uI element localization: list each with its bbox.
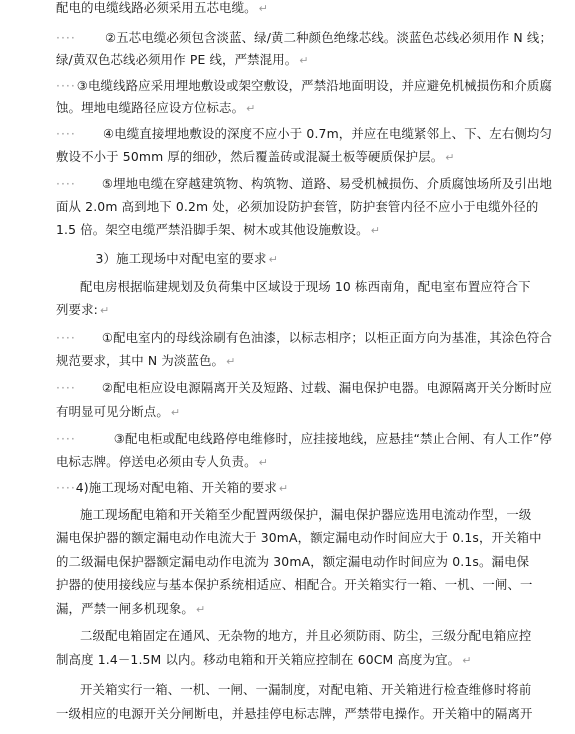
text-line: 护器的使用接线应与基本保护系统相适应、相配合。开关箱实行一箱、一机、一闸、一 [56, 577, 533, 592]
section-heading: ····4)施工现场对配电箱、开关箱的要求 ↵ [56, 480, 289, 495]
leader-dots: ···· [56, 126, 76, 141]
text-line: ···· ③配电柜或配电线路停电维修时，应挂接地线，应悬挂“禁止合闸、有人工作”停 [56, 431, 552, 446]
paragraph-mark-icon: ↵ [445, 151, 455, 164]
text-line: 有明显可见分断点。 ↵ [56, 404, 181, 419]
text-line: ···· ①配电室内的母线涂刷有色油漆，以标志相序；以柜正面方向为基准，其涂色符合 [56, 330, 552, 345]
text-line: 面从 2.0m 高到地下 0.2m 处，必须加设防护套管，防护套管内径不应小于电缆外径的 [56, 199, 539, 214]
text-line: 配电的电缆线路必须采用五芯电缆。 ↵ [56, 0, 269, 15]
paragraph-mark-icon: ↵ [462, 654, 472, 667]
text-line: ···· ⑤埋地电缆在穿越建筑物、构筑物、道路、易受机械损伤、介质腐蚀场所及引出地 [56, 176, 552, 191]
leader-dots: ···· [56, 480, 76, 495]
text-line: 敷设不小于 50mm 厚的细砂，然后覆盖砖或混凝土板等硬质保护层。 ↵ [56, 149, 455, 164]
text-line: 开关箱实行一箱、一机、一闸、一漏制度，对配电箱、开关箱进行检查维修时将前 [80, 682, 532, 697]
paragraph-mark-icon: ↵ [278, 482, 289, 495]
text-line: 绿/黄双色芯线必须用作 PE 线，严禁混用。 ↵ [56, 52, 309, 67]
paragraph-mark-icon: ↵ [299, 54, 309, 67]
text-line: 漏，严禁一闸多机现象。 ↵ [56, 601, 206, 616]
text-line: 规范要求，其中 N 为淡蓝色。 ↵ [56, 353, 236, 368]
paragraph-mark-icon: ↵ [246, 102, 256, 115]
text-line: ···· ④电缆直接埋地敷设的深度不应小于 0.7m，并应在电缆紧邻上、下、左右侧均匀 [56, 126, 552, 141]
paragraph-mark-icon: ↵ [258, 2, 269, 15]
text-line: 1.5 倍。架空电缆严禁沿脚手架、树木或其他设施敷设。 ↵ [56, 222, 381, 237]
leader-dots: ···· [56, 30, 76, 45]
paragraph-mark-icon: ↵ [370, 224, 381, 237]
section-heading: 3）施工现场中对配电室的要求 ↵ [56, 251, 278, 268]
paragraph-mark-icon: ↵ [99, 304, 110, 317]
text-line: 一级相应的电源开关分闸断电，并悬挂停电标志牌，严禁带电操作。开关箱中的隔离开 [56, 706, 533, 721]
text-line: ···· ③电缆线路应采用埋地敷设或架空敷设，严禁沿地面明设，并应避免机械损伤和介质腐 [56, 78, 552, 93]
text-line: 二级配电箱固定在通风、无杂物的地方，并且必须防雨、防尘，三级分配电箱应控 [80, 628, 532, 643]
paragraph-mark-icon: ↵ [226, 355, 236, 368]
leader-dots: ···· [56, 431, 76, 446]
text-line: 蚀。埋地电缆路径应设方位标志。 ↵ [56, 100, 256, 115]
text-line: 施工现场配电箱和开关箱至少配置两级保护，漏电保护器应选用电流动作型，一级 [80, 507, 532, 522]
text-line: ···· ②配电柜应设电源隔离开关及短路、过载、漏电保护电器。电源隔离开关分断时应 [56, 380, 552, 395]
paragraph-mark-icon: ↵ [195, 603, 206, 616]
leader-dots: ···· [56, 176, 76, 191]
text-line: 漏电保护器的额定漏电动作电流大于 30mA，额定漏电动作时间应大于 0.1s，开关箱中 [56, 530, 542, 545]
text-line: ···· ②五芯电缆必须包含淡蓝、绿/黄二种颜色绝缘芯线。淡蓝色芯线必须用作 N 线； [56, 30, 552, 45]
paragraph-mark-icon: ↵ [258, 456, 269, 469]
text-line: 列要求: ↵ [56, 302, 110, 317]
paragraph-mark-icon: ↵ [268, 253, 278, 266]
text-line: 配电房根据临建规划及负荷集中区域设于现场 10 栋西南角，配电室布置应符合下 [80, 279, 531, 294]
text-line: 电标志牌。停送电必须由专人负责。 ↵ [56, 454, 269, 469]
leader-dots: ···· [56, 78, 76, 93]
text-line: 的二级漏电保护器额定漏电动作电流为 30mA，额定漏电动作时间应为 0.1s。漏电保 [56, 554, 530, 569]
leader-dots [56, 251, 96, 266]
text-line: 制高度 1.4－1.5M 以内。移动电箱和开关箱应控制在 60CM 高度为宜。 ↵ [56, 652, 472, 667]
leader-dots: ···· [56, 380, 76, 395]
leader-dots: ···· [56, 330, 76, 345]
paragraph-mark-icon: ↵ [170, 406, 181, 419]
